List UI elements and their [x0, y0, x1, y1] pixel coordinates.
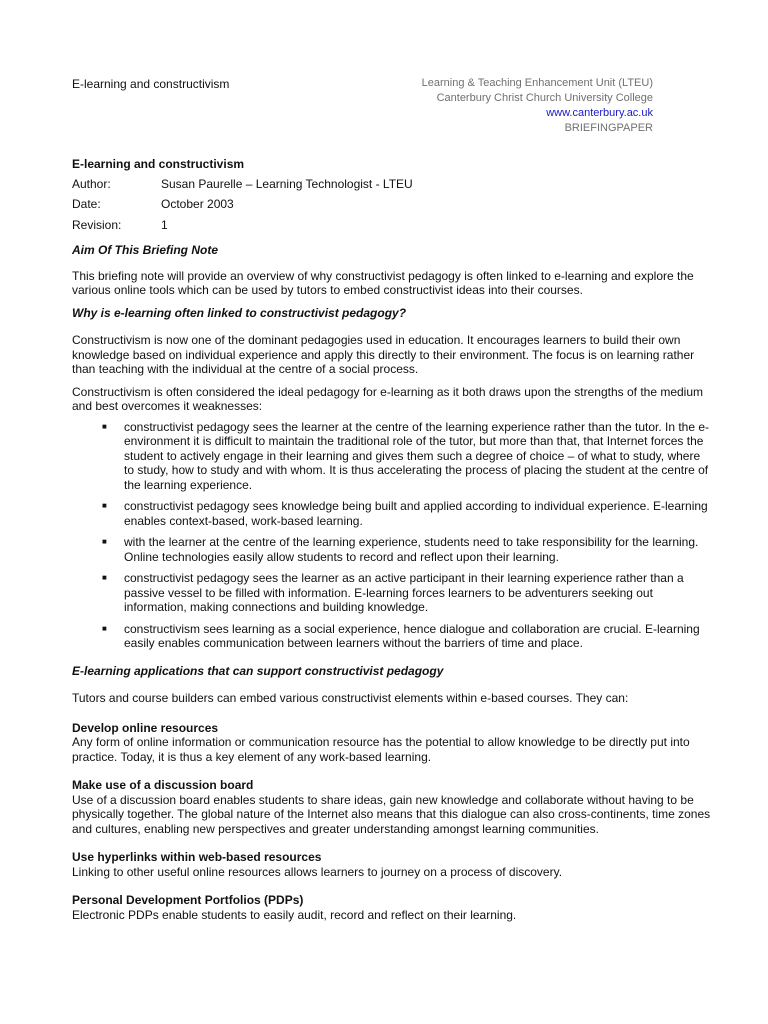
- apps-item-title: Use hyperlinks within web-based resources: [72, 850, 322, 864]
- list-item: ■ constructivist pedagogy sees knowledge being built and applied according to individual experience. E-learning enables context-based, work-based learning.: [102, 499, 708, 528]
- apps-item-text: Linking to other useful online resources allows learners to journey on a process of discovery.: [72, 864, 563, 879]
- meta-label: Date:: [72, 197, 101, 211]
- meta-revision: [72, 218, 712, 233]
- bullet-square-icon: ■: [102, 501, 107, 510]
- document-title: E-learning and constructivism: [72, 157, 245, 171]
- meta-value: Susan Paurelle – Learning Technologist - LTEU: [161, 176, 413, 191]
- apps-intro: Tutors and course builders can embed various constructivist elements within e-based courses. They can:: [72, 691, 629, 705]
- apps-heading: E-learning applications that can support constructivist pedagogy: [72, 663, 444, 678]
- list-item: ■ constructivist pedagogy sees the learner as an active participant in their learning experience rather than a passive vessel to be filled with information. E-learning forces learners to be adventurers seeking out information, making connections and building knowledge.: [102, 571, 684, 614]
- header-institution-block: [422, 76, 653, 136]
- apps-item-title: Develop online resources: [72, 720, 219, 735]
- apps-item: [72, 721, 712, 765]
- header-doc-type: BRIEFINGPAPER: [564, 122, 653, 134]
- meta-value: 1: [161, 217, 168, 232]
- header-unit: Learning & Teaching Enhancement Unit (LTEU): [421, 77, 653, 89]
- apps-item: [72, 893, 712, 922]
- apps-item-title: Personal Development Portfolios (PDPs): [72, 893, 304, 907]
- apps-item-text: Use of a discussion board enables students to share ideas, gain new knowledge and collaborate without having to be physically together. The global nature of the Internet also means that this dialogue can also cross-continents, time zones and cultures, enabling new perspectives and greater understanding amongst learning communities.: [72, 792, 711, 836]
- aim-paragraph: This briefing note will provide an overview of why constructivist pedagogy is often linked to e-learning and explore the various online tools which can be used by tutors to embed constructivist ideas into their courses.: [72, 268, 694, 297]
- bullet-square-icon: ■: [102, 623, 107, 633]
- bullet-square-icon: ■: [102, 573, 107, 582]
- apps-item-title: Make use of a discussion board: [72, 778, 254, 792]
- list-item: ■ constructivism sees learning as a social experience, hence dialogue and collaboration are crucial. E-learning easily enables communication between learners without the barriers of time and place.: [102, 621, 700, 650]
- why-paragraph-1: Constructivism is now one of the dominant pedagogies used in education. It encourages learners to build their own knowledge based on individual experience and apply this directly to their environment. The focus is on learning rather than teaching with the individual at the centre of a social process.: [72, 333, 695, 376]
- apps-item-text: Electronic PDPs enable students to easily audit, record and reflect on their learning.: [72, 907, 517, 922]
- apps-item-text: Any form of online information or communication resource has the potential to allow knowledge to be directly put into practice. Today, it is thus a key element of any work-based learning.: [72, 735, 690, 764]
- list-item: ■ with the learner at the centre of the learning experience, students need to take responsibility for the learning. Online technologies easily allow students to record and reflect upon their learning.: [102, 535, 699, 564]
- apps-item: [72, 850, 712, 879]
- meta-label: Author:: [72, 176, 111, 191]
- aim-heading: Aim Of This Briefing Note: [72, 243, 219, 257]
- why-bullet-list: [72, 420, 712, 651]
- header-college: Canterbury Christ Church University College: [436, 92, 653, 104]
- bullet-square-icon: ■: [102, 537, 107, 546]
- list-item: ■ constructivist pedagogy sees the learner at the centre of the learning experience rather than the tutor. In the e-environment it is difficult to maintain the traditional role of the tutor, but more than that, that Internet forces the student to actively engage in their learning and gives them such a degree of choice – of what to study, where to study, how to study and with whom. It is thus accelerating the process of placing the student at the centre of the learning experience.: [102, 419, 710, 492]
- document-body: [72, 157, 712, 922]
- meta-label: Revision:: [72, 217, 122, 232]
- meta-author: [72, 177, 712, 192]
- header-title: E-learning and constructivism: [72, 77, 230, 91]
- bullet-square-icon: ■: [102, 421, 107, 431]
- why-heading: Why is e-learning often linked to constructivist pedagogy?: [72, 305, 407, 320]
- header-url-link[interactable]: www.canterbury.ac.uk: [546, 107, 653, 119]
- why-paragraph-2: Constructivism is often considered the ideal pedagogy for e-learning as it both draws upon the strengths of the medium and best overcomes it weaknesses:: [72, 384, 704, 413]
- meta-value: October 2003: [161, 197, 234, 211]
- meta-date: [72, 197, 712, 212]
- apps-item: [72, 778, 712, 836]
